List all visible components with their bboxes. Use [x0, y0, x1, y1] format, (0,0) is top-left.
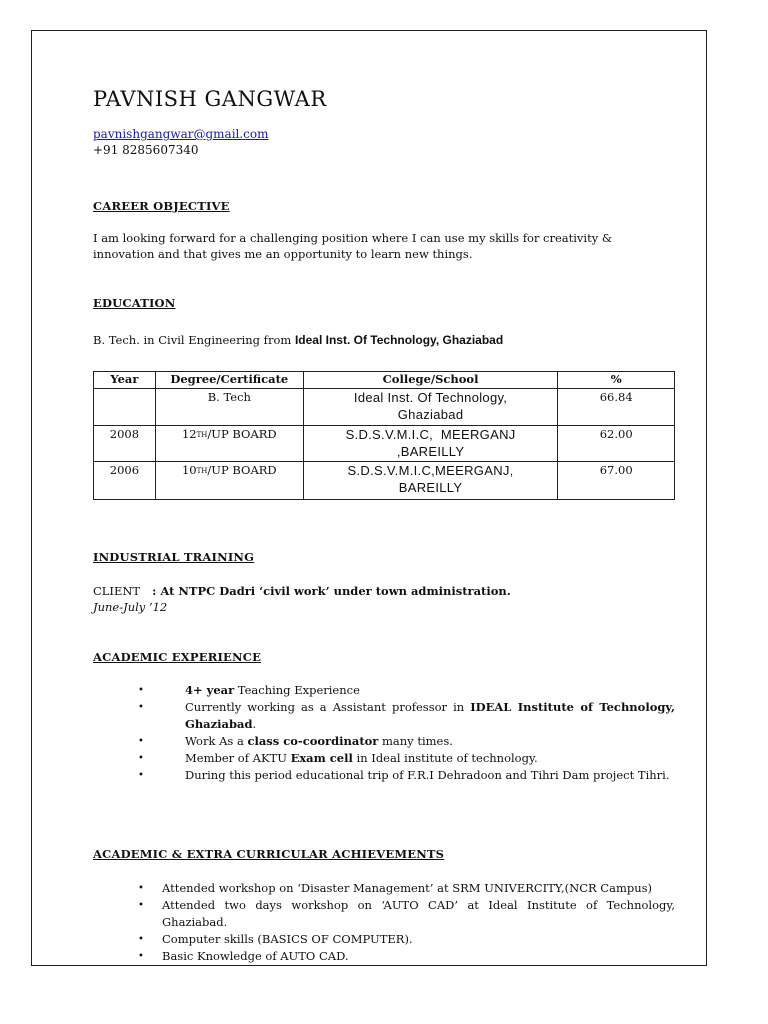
bullet-icon: • — [138, 934, 144, 945]
industrial-training-heading: INDUSTRIAL TRAINING — [93, 550, 255, 564]
bullet-icon: • — [138, 736, 144, 747]
training-period: June-July ’12 — [93, 600, 168, 614]
bullet-icon: • — [138, 685, 144, 696]
percent-cell: 62.00 — [558, 426, 675, 462]
college-cell — [303, 389, 558, 426]
item-text: Work As a — [185, 734, 248, 748]
career-objective-heading: CAREER OBJECTIVE — [93, 199, 230, 213]
college-line-1: S.D.S.V.M.I.C,MEERGANJ, — [347, 463, 514, 478]
client-label: CLIENT — [93, 584, 141, 598]
item-text: many times. — [378, 734, 453, 748]
list-item — [138, 682, 675, 699]
degree-cell — [155, 426, 303, 462]
college-line-2: ,BAREILLY — [396, 444, 465, 459]
list-item — [138, 880, 675, 897]
item-text: in Ideal institute of technology. — [352, 751, 538, 765]
achievements-heading: ACADEMIC & EXTRA CURRICULAR ACHIEVEMENTS — [93, 847, 445, 861]
client-line — [93, 583, 511, 599]
item-text: . — [252, 717, 257, 731]
degree-line — [93, 332, 503, 348]
bullet-icon: • — [138, 900, 144, 911]
table-header-row — [94, 372, 675, 389]
item-bold: IDEAL Institute of Technology, Ghaziabad — [185, 700, 675, 731]
list-item — [138, 750, 675, 767]
degree-superscript: TH — [196, 431, 208, 439]
degree-board: /UP BOARD — [207, 427, 277, 441]
list-item — [138, 767, 675, 784]
degree-text: 10 — [181, 463, 197, 477]
column-header: % — [558, 372, 675, 389]
item-text: Attended workshop on ‘Disaster Management’ at SRM UNIVERCITY,(NCR Campus) — [162, 881, 653, 895]
career-objective-line-1: I am looking forward for a challenging position where I can use my skills for creativity & — [93, 231, 613, 245]
college-line-1: S.D.S.V.M.I.C, MEERGANJ — [345, 427, 516, 442]
item-text: Member of AKTU — [185, 751, 291, 765]
degree-text: 12 — [181, 427, 197, 441]
list-item — [138, 897, 675, 931]
column-header: Year — [94, 372, 156, 389]
achievements-list — [138, 880, 675, 965]
degree-board: /UP BOARD — [207, 463, 277, 477]
year-cell: 2006 — [94, 462, 156, 500]
percent-cell: 67.00 — [558, 462, 675, 500]
item-bold: Exam cell — [290, 751, 353, 765]
degree-prefix: B. Tech. in Civil Engineering from — [93, 333, 295, 347]
year-cell — [94, 389, 156, 426]
column-header: Degree/Certificate — [155, 372, 303, 389]
item-text: Attended two days workshop on ‘AUTO CAD’ at Ideal Institute of Technology, Ghaziabad. — [162, 898, 675, 929]
college-cell — [303, 426, 558, 462]
college-cell — [303, 462, 558, 500]
item-text: Currently working as a Assistant professor in — [185, 700, 471, 714]
list-item — [138, 948, 675, 965]
item-bold: class co-coordinator — [247, 734, 379, 748]
degree-superscript: TH — [196, 467, 208, 475]
table-row — [94, 462, 675, 500]
list-item — [138, 931, 675, 948]
percent-cell: 66.84 — [558, 389, 675, 426]
bullet-icon: • — [138, 883, 144, 894]
college-line-1: Ideal Inst. Of Technology, — [353, 390, 508, 405]
bullet-icon: • — [138, 753, 144, 764]
academic-experience-list — [138, 682, 675, 784]
item-bold: 4+ year — [185, 683, 235, 697]
bullet-icon: • — [138, 951, 144, 962]
degree-cell — [155, 462, 303, 500]
resume-name: PAVNISH GANGWAR — [93, 87, 327, 111]
phone-number: +91 8285607340 — [93, 143, 199, 157]
degree-text: B. Tech — [207, 390, 251, 404]
college-line-2: BAREILLY — [398, 480, 463, 495]
academic-experience-heading: ACADEMIC EXPERIENCE — [93, 650, 262, 664]
list-item — [138, 733, 675, 750]
item-text: During this period educational trip of F.R.I Dehradoon and Tihri Dam project Tihri. — [185, 768, 670, 782]
list-item — [138, 699, 675, 733]
client-value: : At NTPC Dadri ‘civil work’ under town administration. — [140, 584, 511, 598]
bullet-icon: • — [138, 770, 144, 781]
degree-cell — [155, 389, 303, 426]
career-objective-line-2: innovation and that gives me an opportunity to learn new things. — [93, 247, 473, 261]
email-link[interactable]: pavnishgangwar@gmail.com — [93, 127, 269, 141]
degree-institute: Ideal Inst. Of Technology, Ghaziabad — [294, 333, 504, 347]
column-header: College/School — [303, 372, 558, 389]
year-cell: 2008 — [94, 426, 156, 462]
table-row — [94, 389, 675, 426]
education-heading: EDUCATION — [93, 296, 176, 310]
item-text: Basic Knowledge of AUTO CAD. — [162, 949, 349, 963]
table-row — [94, 426, 675, 462]
item-text: Teaching Experience — [234, 683, 360, 697]
bullet-icon: • — [138, 702, 144, 713]
item-text: Computer skills (BASICS OF COMPUTER). — [162, 932, 413, 946]
college-line-2: Ghaziabad — [397, 407, 464, 422]
education-table — [93, 371, 675, 500]
